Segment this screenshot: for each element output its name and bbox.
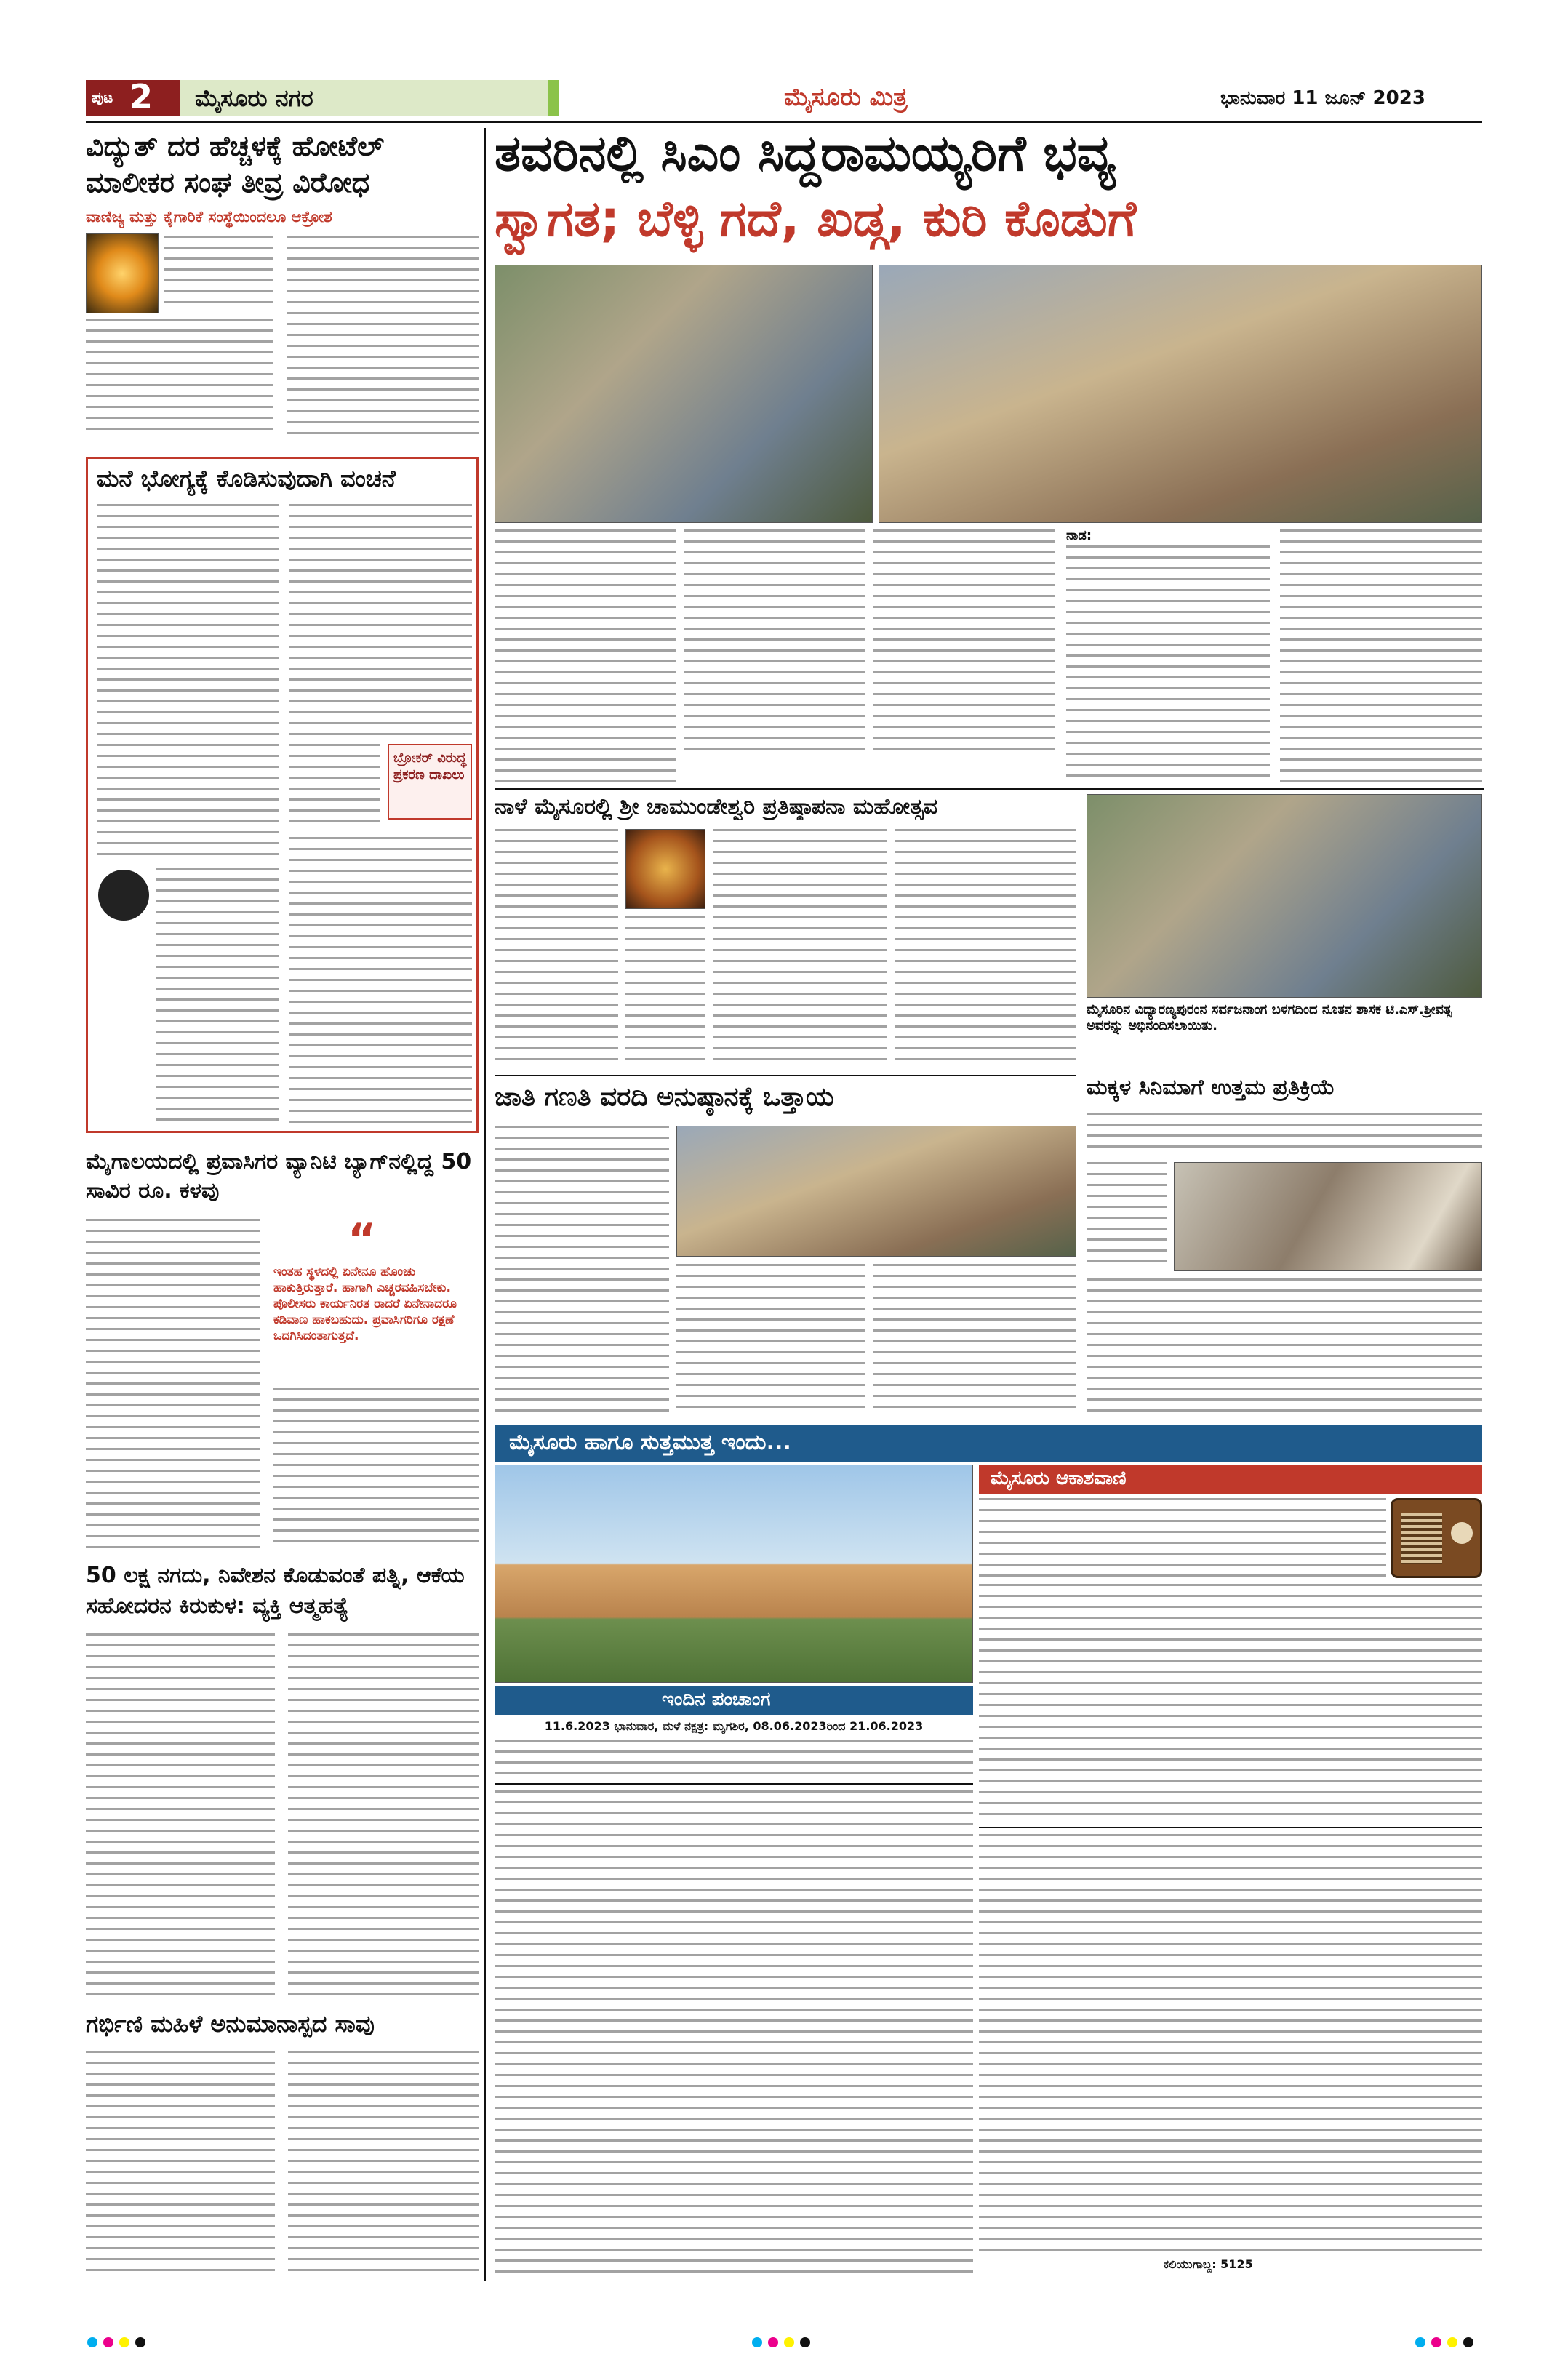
lead-story-col4: [1066, 545, 1270, 785]
chamundi-body3: [713, 829, 887, 1069]
felicitation-photo: [1087, 794, 1482, 998]
story-rental-body2: [156, 868, 279, 1129]
radio-speaker: [1401, 1513, 1442, 1564]
lead-story-col3: [873, 529, 1055, 755]
story-rental-body: [97, 504, 279, 860]
quote-icon: “: [348, 1214, 377, 1265]
akashvani-body2: [979, 1584, 1482, 1824]
lead-story-col2: [684, 529, 865, 755]
broker-case-label: ಬ್ರೋಕರ್ ವಿರುದ್ಧ ಪ್ರಕರಣ ದಾಖಲು: [393, 750, 467, 782]
registration-marks-left: [87, 2337, 153, 2349]
paper-name: ಮೈಸೂರು ಮಿತ್ರ: [784, 83, 908, 112]
akashvani-box: [979, 1465, 1482, 1494]
cyan-dot: [87, 2337, 97, 2347]
story-rental-fraud: [86, 457, 479, 1133]
magenta-dot: [103, 2337, 113, 2347]
panchanga-bar: [495, 1686, 973, 1715]
lead-photo-crowd: [879, 265, 1482, 523]
story-theft-body2: [273, 1388, 479, 1550]
cinema-photo: [1174, 1162, 1482, 1271]
today-events-left: [495, 1790, 973, 2278]
radio-icon: [1391, 1498, 1482, 1578]
cyan-dot: [752, 2337, 762, 2347]
akashvani-rule: [979, 1827, 1482, 1828]
story-rental-body3: [289, 504, 472, 737]
story-pregnant-body: [86, 2051, 275, 2273]
panchanga-title: ಇಂದಿನ ಪಂಚಾಂಗ: [662, 1689, 771, 1710]
story-electricity-subhead: ವಾಣಿಜ್ಯ ಮತ್ತು ಕೈಗಾರಿಕೆ ಸಂಸ್ಥೆಯಿಂದಲೂ ಆಕ್ರೋಶ: [86, 208, 332, 225]
cinema-body1: [1087, 1113, 1482, 1156]
cinema-body3: [1087, 1278, 1482, 1417]
chamundi-body4: [895, 829, 1076, 1069]
story-rental-body4: [289, 744, 380, 831]
masthead: [86, 77, 1482, 121]
column-divider: [484, 128, 486, 2281]
yellow-dot: [784, 2337, 794, 2347]
radio-dial: [1451, 1522, 1473, 1544]
caste-body1: [495, 1126, 669, 1417]
panchanga-rule: [495, 1783, 973, 1785]
cinema-body2: [1087, 1162, 1167, 1271]
page-number: 2: [129, 77, 153, 116]
palace-photo: [495, 1465, 973, 1683]
felicitation-caption: ಮೈಸೂರಿನ ವಿದ್ಯಾರಣ್ಯಪುರಂನ ಸರ್ವಜನಾಂಗ ಬಳಗದಿಂದ ನೂತನ ಶಾಸಕ ಟಿ.ಎಸ್.ಶ್ರೀವತ್ಸ ಅವರನ್ನು ಅಭಿನಂದಿಸಲಾಯಿತು.: [1087, 1002, 1452, 1033]
mysuru-mitra-logo: [98, 870, 149, 921]
lead-caption-label: ನಾಡ:: [1066, 528, 1092, 543]
black-dot: [800, 2337, 810, 2347]
cyan-dot: [1415, 2337, 1425, 2347]
story-suicide-body2: [288, 1633, 479, 1997]
story-suicide-headline: 50 ಲಕ್ಷ ನಗದು, ನಿವೇಶನ ಕೊಡುವಂತೆ ಪತ್ನಿ, ಆಕೆಯ ಸಹೋದರನ ಕಿರುಕುಳ: ವ್ಯಕ್ತಿ ಆತ್ಮಹತ್ಯೆ: [86, 1563, 465, 1619]
today-footer: ಕಲಿಯುಗಾಬ್ದ: 5125: [1164, 2257, 1253, 2271]
magenta-dot: [768, 2337, 778, 2347]
page-number-badge: [86, 77, 180, 116]
pull-quote: ಇಂತಹ ಸ್ಥಳದಲ್ಲಿ ಏನೇನೂ ಹೊಂಚು ಹಾಕುತ್ತಿರುತ್ತಾರೆ. ಹಾಗಾಗಿ ಎಚ್ಚರವಹಿಸಬೇಕು. ಪೊಲೀಸರು ಕಾರ್ಯನಿರತ ರಾದರೆ ಏನೇನಾದರೂ ಕಡಿವಾಣ ಹಾಕಬಹುದು. ಪ್ರವಾಸಿಗರಿಗೂ ರಕ್ಷಣೆ ಒದಗಿಸಿದಂತಾಗುತ್ತದೆ.: [273, 1265, 457, 1343]
black-dot: [1463, 2337, 1473, 2347]
masthead-rule: [86, 121, 1482, 123]
section-title: ಮೈಸೂರು ನಗರ: [195, 84, 313, 112]
story-electricity-body3: [287, 236, 479, 435]
panchanga-details: [495, 1740, 973, 1777]
story-pregnant-headline: ಗರ್ಭಿಣಿ ಮಹಿಳೆ ಅನುಮಾನಾಸ್ಪದ ಸಾವು: [86, 2010, 375, 2038]
story-theft-body: [86, 1219, 260, 1550]
yellow-dot: [1447, 2337, 1457, 2347]
lead-story-col5: [1280, 529, 1482, 784]
story-pregnant-body2: [288, 2051, 479, 2273]
chamundi-body1: [495, 829, 618, 1069]
chamundi-headline: ನಾಳೆ ಮೈಸೂರಲ್ಲಿ ಶ್ರೀ ಚಾಮುಂಡೇಶ್ವರಿ ಪ್ರತಿಷ್ಠಾಪನಾ ಮಹೋತ್ಸವ: [495, 794, 938, 820]
registration-marks-right: [1415, 2337, 1481, 2349]
caste-headline: ಜಾತಿ ಗಣತಿ ವರದಿ ಅನುಷ್ಠಾನಕ್ಕೆ ಒತ್ತಾಯ: [495, 1082, 834, 1112]
story-theft: [86, 1148, 479, 1555]
caste-body2: [676, 1264, 865, 1417]
section-tab: [180, 80, 559, 116]
lead-headline-line2: ಸ್ವಾಗತ; ಬೆಳ್ಳಿ ಗದೆ, ಖಡ್ಗ, ಕುರಿ ಕೊಡುಗೆ: [495, 191, 1137, 248]
yellow-dot: [119, 2337, 129, 2347]
today-banner: [495, 1425, 1482, 1462]
registration-marks-center: [752, 2337, 817, 2349]
lead-story-col1: [495, 529, 676, 784]
page-label: ಪುಟ: [92, 89, 113, 106]
broker-case-box: [388, 744, 472, 820]
story-electricity-headline: ವಿದ್ಯುತ್ ದರ ಹೆಚ್ಚಳಕ್ಕೆ ಹೋಟೆಲ್ ಮಾಲೀಕರ ಸಂಘ ತೀವ್ರ ವಿರೋಧ: [86, 130, 384, 199]
story-electricity-body2: [86, 319, 273, 435]
black-dot: [135, 2337, 145, 2347]
akashvani-body: [979, 1498, 1386, 1578]
bulb-photo: [86, 233, 159, 313]
magenta-dot: [1431, 2337, 1441, 2347]
story-electricity-body: [164, 236, 273, 312]
lead-photo-procession: [495, 265, 873, 523]
goddess-photo: [625, 829, 705, 909]
issue-date: ಭಾನುವಾರ 11 ಜೂನ್ 2023: [1220, 87, 1425, 109]
chamundi-bottom-rule: [495, 1075, 1076, 1076]
lead-headline-line1: ತವರಿನಲ್ಲಿ ಸಿಎಂ ಸಿದ್ದರಾಮಯ್ಯರಿಗೆ ಭವ್ಯ: [495, 125, 1116, 183]
panchanga-date-line: 11.6.2023 ಭಾನುವಾರ, ಮಳೆ ನಕ್ಷತ್ರ: ಮೃಗಶಿರ, 08.06.2023ರಿಂದ 21.06.2023: [544, 1719, 924, 1733]
story-rental-body5: [289, 837, 472, 1128]
story-suicide-body: [86, 1633, 275, 1997]
story-electricity: [86, 128, 479, 441]
akashvani-title: ಮೈಸೂರು ಆಕಾಶವಾಣಿ: [991, 1468, 1127, 1489]
cinema-headline: ಮಕ್ಕಳ ಸಿನಿಮಾಗೆ ಉತ್ತಮ ಪ್ರತಿಕ್ರಿಯೆ: [1087, 1075, 1335, 1100]
today-banner-title: ಮೈಸೂರು ಹಾಗೂ ಸುತ್ತಮುತ್ತ ಇಂದು...: [509, 1430, 791, 1455]
story-pregnant-death: [86, 2010, 479, 2279]
caste-body3: [873, 1264, 1076, 1417]
story-suicide: [86, 1561, 479, 2004]
today-events-right: [979, 1834, 1482, 2252]
story-rental-headline: ಮನೆ ಭೋಗ್ಯಕ್ಕೆ ಕೊಡಿಸುವುದಾಗಿ ವಂಚನೆ: [97, 465, 396, 492]
story-theft-headline: ಮೈಗಾಲಯದಲ್ಲಿ ಪ್ರವಾಸಿಗರ ವ್ಯಾನಿಟಿ ಬ್ಯಾಗ್‌ನಲ್ಲಿದ್ದ 50 ಸಾವಿರ ರೂ. ಕಳವು: [86, 1149, 472, 1204]
chamundi-body2: [625, 916, 705, 1069]
press-meet-photo: [676, 1126, 1076, 1257]
lead-bottom-rule: [495, 788, 1484, 790]
